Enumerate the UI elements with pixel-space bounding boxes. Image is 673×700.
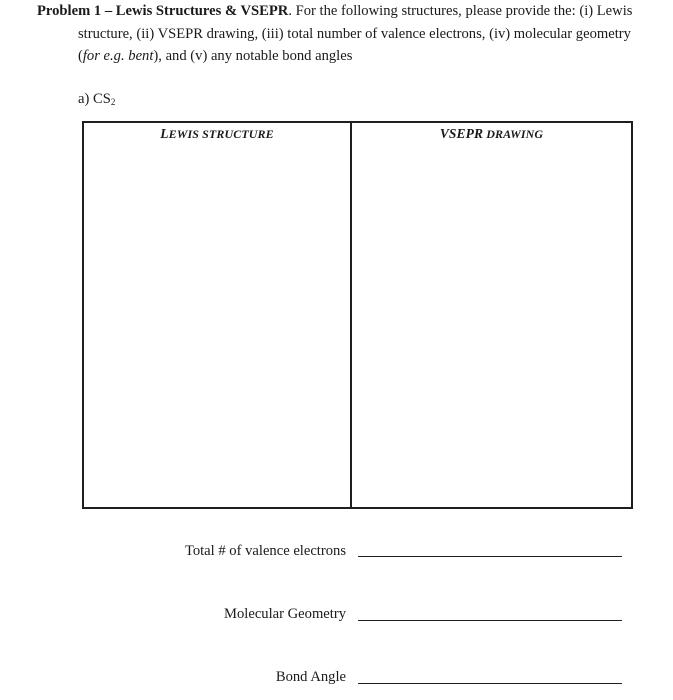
molecule-formula [93,91,115,107]
bond-angle-label: Bond Angle [275,669,346,685]
valence-electrons-label: Total # of valence electrons [184,543,346,559]
lewis-title-rest: EWIS STRUCTURE [168,127,274,141]
lewis-title-initial: L [160,126,169,141]
problem-statement [37,0,647,68]
vsepr-drawing-title [352,126,631,142]
problem-line-2: structure, (ii) VSEPR drawing, (iii) total number of valence electrons, (iv) molecular geometry [78,25,631,42]
formula-main: CS [93,91,111,107]
vsepr-title-rest: DRAWING [486,127,544,141]
lewis-structure-title [84,126,350,142]
paren-open: ( [78,48,83,64]
problem-line-1-rest: . For the following structures, please provide the: (i) Lewis [288,3,633,19]
formula-subscript: 2 [110,97,116,107]
part-letter: a) [78,91,90,107]
bond-angle-answer-line[interactable] [358,683,622,684]
problem-line-3-rest: ), and (v) any notable bond angles [153,48,353,64]
problem-line-3 [37,45,647,68]
molecular-geometry-answer-line[interactable] [358,620,622,621]
problem-label: Problem 1 – Lewis Structures & VSEPR [37,3,289,19]
lewis-structure-box[interactable] [82,121,352,509]
vsepr-title-initial: VSEPR [439,126,484,141]
part-a-label [78,89,115,112]
problem-line-1 [37,0,647,23]
molecular-geometry-label: Molecular Geometry [224,606,346,622]
example-text: for e.g. bent [82,48,154,64]
vsepr-drawing-box[interactable] [350,121,633,509]
valence-electrons-answer-line[interactable] [358,556,622,557]
